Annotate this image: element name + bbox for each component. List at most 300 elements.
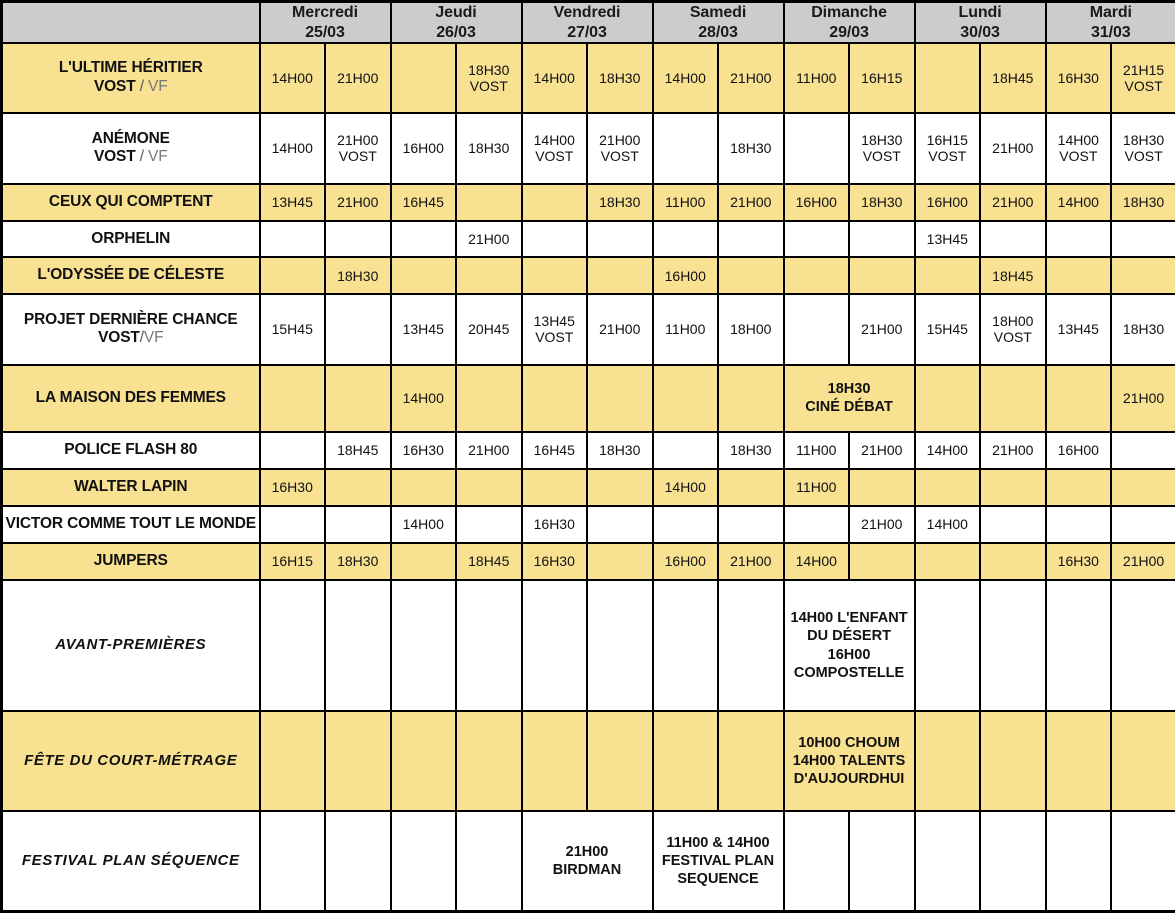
showtime-label: 13H45 bbox=[1057, 321, 1099, 338]
showtime-cell[interactable] bbox=[784, 43, 850, 113]
empty-slot-cell bbox=[325, 469, 391, 506]
showtime-label: 11H00 bbox=[796, 442, 837, 459]
empty-slot-cell bbox=[1111, 221, 1175, 258]
showtime-label: 18H30 bbox=[599, 69, 641, 86]
showtime-cell[interactable] bbox=[784, 184, 850, 221]
film-title-label: FÊTE DU COURT-MÉTRAGE bbox=[24, 752, 238, 769]
showtime-cell[interactable] bbox=[456, 294, 522, 364]
empty-slot-cell bbox=[522, 580, 588, 712]
empty-slot-cell bbox=[260, 811, 326, 912]
showtime-label: 21H00 bbox=[730, 193, 772, 210]
showtime-label: 14H00 bbox=[1057, 131, 1099, 148]
showtime-cell[interactable] bbox=[653, 543, 719, 580]
showtime-cell[interactable] bbox=[849, 506, 915, 543]
empty-slot-cell bbox=[784, 113, 850, 183]
special-event-line: 11H00 & 14H00 bbox=[666, 834, 770, 851]
showtime-cell[interactable] bbox=[456, 113, 522, 183]
showtime-cell[interactable] bbox=[391, 184, 457, 221]
film-title-cell-avant-premieres[interactable] bbox=[2, 580, 260, 712]
showtime-label: 18H30 bbox=[468, 140, 510, 157]
empty-slot-cell bbox=[653, 221, 719, 258]
showtime-cell[interactable] bbox=[522, 506, 588, 543]
film-title-cell-l-ultime-heritier[interactable] bbox=[2, 43, 260, 113]
showtime-cell[interactable] bbox=[653, 184, 719, 221]
empty-slot-cell bbox=[1046, 257, 1112, 294]
empty-slot-cell bbox=[522, 365, 588, 433]
showtime-label: 18H00 bbox=[992, 312, 1034, 329]
version-separator: / bbox=[135, 148, 149, 166]
schedule-row bbox=[2, 184, 1175, 221]
showtime-cell[interactable] bbox=[653, 43, 719, 113]
empty-slot-cell bbox=[391, 580, 457, 712]
special-event-cell[interactable] bbox=[784, 711, 915, 811]
showtime-label: 16H00 bbox=[664, 267, 706, 284]
empty-slot-cell bbox=[587, 580, 653, 712]
empty-slot-cell bbox=[522, 221, 588, 258]
empty-slot-cell bbox=[653, 506, 719, 543]
showtime-label: 21H00 bbox=[730, 553, 772, 570]
showtime-cell[interactable] bbox=[653, 294, 719, 364]
showtime-cell[interactable] bbox=[980, 184, 1046, 221]
showtime-label: 21H00 bbox=[861, 516, 903, 533]
version-vost: VOST bbox=[93, 148, 136, 166]
empty-slot-cell bbox=[718, 711, 784, 811]
showtime-cell[interactable] bbox=[1046, 184, 1112, 221]
version-vf: VF bbox=[143, 329, 164, 347]
showtime-label: 11H00 bbox=[665, 193, 706, 210]
showtime-label: 21H00 bbox=[337, 131, 379, 148]
showtime-label: 16H15 bbox=[271, 553, 313, 570]
showtime-label: 18H00 bbox=[730, 321, 772, 338]
showtime-cell[interactable] bbox=[325, 432, 391, 469]
showtime-label: 14H00 bbox=[926, 516, 968, 533]
film-title-cell-festival-plan-sequence[interactable] bbox=[2, 811, 260, 912]
special-event-line: D'AUJOURDHUI bbox=[793, 771, 905, 788]
showtime-label: 21H00 bbox=[599, 131, 641, 148]
empty-slot-cell bbox=[718, 221, 784, 258]
showtime-cell[interactable] bbox=[849, 432, 915, 469]
showtime-cell[interactable] bbox=[1111, 113, 1175, 183]
film-title-cell-ceux-qui-comptent[interactable] bbox=[2, 184, 260, 221]
showtime-cell[interactable] bbox=[391, 365, 457, 433]
showtime-label: 15H45 bbox=[271, 321, 313, 338]
special-event-line: DU DÉSERT bbox=[807, 628, 891, 645]
showtime-cell[interactable] bbox=[980, 43, 1046, 113]
showtime-cell[interactable] bbox=[1111, 543, 1175, 580]
showtime-cell[interactable] bbox=[849, 113, 915, 183]
showtime-cell[interactable] bbox=[522, 294, 588, 364]
empty-slot-cell bbox=[325, 580, 391, 712]
showtime-cell[interactable] bbox=[849, 184, 915, 221]
showtime-label: 16H00 bbox=[664, 553, 706, 570]
empty-slot-cell bbox=[1111, 580, 1175, 712]
showtime-version-label: VOST bbox=[600, 148, 639, 165]
showtime-label: 18H30 bbox=[468, 61, 510, 78]
empty-slot-cell bbox=[522, 469, 588, 506]
showtime-label: 14H00 bbox=[271, 69, 313, 86]
empty-slot-cell bbox=[915, 43, 981, 113]
showtime-cell[interactable] bbox=[980, 294, 1046, 364]
day-header-mercredi bbox=[260, 2, 391, 44]
showtime-cell[interactable] bbox=[260, 113, 326, 183]
showtime-label: 16H45 bbox=[402, 193, 444, 210]
showtime-label: 21H00 bbox=[992, 193, 1034, 210]
day-header-name: Mardi bbox=[1089, 4, 1132, 21]
showtime-cell[interactable] bbox=[980, 113, 1046, 183]
empty-slot-cell bbox=[1111, 469, 1175, 506]
special-event-line: FESTIVAL PLAN bbox=[661, 852, 775, 869]
showtime-cell[interactable] bbox=[391, 294, 457, 364]
day-header-date: 29/03 bbox=[829, 23, 869, 41]
empty-slot-cell bbox=[391, 711, 457, 811]
empty-slot-cell bbox=[391, 543, 457, 580]
showtime-cell[interactable] bbox=[1111, 294, 1175, 364]
showtime-label: 16H00 bbox=[1057, 442, 1099, 459]
showtime-label: 14H00 bbox=[402, 516, 444, 533]
showtime-cell[interactable] bbox=[1046, 543, 1112, 580]
film-title-cell-jumpers[interactable] bbox=[2, 543, 260, 580]
empty-slot-cell bbox=[784, 506, 850, 543]
film-title-cell-projet-derniere-chance[interactable] bbox=[2, 294, 260, 364]
empty-slot-cell bbox=[718, 365, 784, 433]
day-header-date: 31/03 bbox=[1091, 23, 1131, 41]
showtime-label: 18H30 bbox=[1122, 131, 1165, 148]
film-title-label: AVANT-PREMIÈRES bbox=[55, 636, 207, 654]
special-event-line: 10H00 CHOUM bbox=[798, 734, 900, 751]
version-vost: VOST bbox=[93, 78, 136, 96]
showtime-cell[interactable] bbox=[456, 43, 522, 113]
day-header-date: 26/03 bbox=[436, 23, 476, 41]
empty-slot-cell bbox=[260, 711, 326, 811]
showtime-cell[interactable] bbox=[915, 113, 981, 183]
film-title-cell-police-flash-80[interactable] bbox=[2, 432, 260, 469]
empty-slot-cell bbox=[587, 711, 653, 811]
showtime-version-label: VOST bbox=[469, 78, 508, 95]
showtime-label: 18H30 bbox=[1122, 321, 1165, 338]
showtime-cell[interactable] bbox=[784, 432, 850, 469]
showtime-cell[interactable] bbox=[522, 113, 588, 183]
showtime-cell[interactable] bbox=[391, 432, 457, 469]
film-title-cell-la-maison-des-femmes[interactable] bbox=[2, 365, 260, 433]
empty-slot-cell bbox=[1046, 221, 1112, 258]
showtime-cell[interactable] bbox=[980, 257, 1046, 294]
special-event-line: 21H00 bbox=[565, 843, 609, 860]
showtime-cell[interactable] bbox=[325, 43, 391, 113]
showtime-cell[interactable] bbox=[1111, 365, 1175, 433]
showtime-cell[interactable] bbox=[849, 43, 915, 113]
empty-slot-cell bbox=[718, 469, 784, 506]
empty-slot-cell bbox=[456, 184, 522, 221]
empty-slot-cell bbox=[915, 365, 981, 433]
film-title-label: WALTER LAPIN bbox=[74, 478, 188, 496]
day-header-name: Lundi bbox=[958, 4, 1002, 21]
showtime-version-label: VOST bbox=[928, 148, 967, 165]
version-vf: VF bbox=[148, 148, 168, 166]
showtime-label: 13H45 bbox=[402, 321, 444, 338]
day-header-name: Samedi bbox=[689, 4, 747, 21]
showtime-cell[interactable] bbox=[260, 469, 326, 506]
film-title-cell-victor-comme-tout-le-monde[interactable] bbox=[2, 506, 260, 543]
showtime-label: 14H00 bbox=[533, 131, 575, 148]
showtime-label: 18H30 bbox=[1122, 193, 1165, 210]
showtime-cell[interactable] bbox=[915, 432, 981, 469]
showtime-cell[interactable] bbox=[849, 294, 915, 364]
empty-slot-cell bbox=[456, 711, 522, 811]
empty-slot-cell bbox=[325, 221, 391, 258]
empty-slot-cell bbox=[587, 543, 653, 580]
empty-slot-cell bbox=[325, 811, 391, 912]
showtime-cell[interactable] bbox=[1111, 43, 1175, 113]
schedule-row bbox=[2, 580, 1175, 712]
showtime-cell[interactable] bbox=[1111, 184, 1175, 221]
showtime-label: 21H00 bbox=[468, 230, 510, 247]
film-version-label bbox=[3, 329, 259, 348]
showtime-cell[interactable] bbox=[915, 506, 981, 543]
showtime-label: 16H30 bbox=[271, 479, 313, 496]
showtime-label: 18H30 bbox=[861, 131, 903, 148]
day-header-name: Mercredi bbox=[292, 4, 358, 21]
empty-slot-cell bbox=[1111, 711, 1175, 811]
empty-slot-cell bbox=[653, 432, 719, 469]
empty-slot-cell bbox=[980, 469, 1046, 506]
showtime-cell[interactable] bbox=[718, 432, 784, 469]
showtime-cell[interactable] bbox=[915, 294, 981, 364]
schedule-row bbox=[2, 294, 1175, 364]
showtime-cell[interactable] bbox=[1046, 432, 1112, 469]
showtime-label: 21H00 bbox=[861, 442, 903, 459]
showtime-cell[interactable] bbox=[260, 294, 326, 364]
schedule-row bbox=[2, 432, 1175, 469]
empty-slot-cell bbox=[260, 221, 326, 258]
showtime-cell[interactable] bbox=[587, 184, 653, 221]
schedule-row bbox=[2, 711, 1175, 811]
version-vf: VF bbox=[148, 78, 168, 96]
showtime-label: 13H45 bbox=[533, 312, 575, 329]
special-event-line: 18H30 bbox=[827, 381, 871, 398]
showtime-cell[interactable] bbox=[1046, 113, 1112, 183]
empty-slot-cell bbox=[784, 294, 850, 364]
empty-slot-cell bbox=[260, 506, 326, 543]
day-header-name: Dimanche bbox=[811, 4, 887, 21]
showtime-label: 20H45 bbox=[468, 321, 510, 338]
special-event-cell[interactable] bbox=[653, 811, 784, 912]
showtime-cell[interactable] bbox=[718, 543, 784, 580]
special-event-cell[interactable] bbox=[784, 365, 915, 433]
schedule-row bbox=[2, 113, 1175, 183]
showtime-cell[interactable] bbox=[587, 43, 653, 113]
showtime-cell[interactable] bbox=[915, 221, 981, 258]
empty-slot-cell bbox=[980, 365, 1046, 433]
showtime-cell[interactable] bbox=[325, 113, 391, 183]
showtime-label: 21H00 bbox=[468, 442, 510, 459]
showtime-cell[interactable] bbox=[325, 184, 391, 221]
showtime-label: 21H00 bbox=[730, 69, 772, 86]
day-header-name: Vendredi bbox=[553, 4, 621, 21]
empty-slot-cell bbox=[391, 469, 457, 506]
showtime-cell[interactable] bbox=[587, 113, 653, 183]
special-event-line: 14H00 L'ENFANT bbox=[790, 610, 908, 627]
showtime-cell[interactable] bbox=[587, 432, 653, 469]
schedule-row bbox=[2, 257, 1175, 294]
empty-slot-cell bbox=[260, 365, 326, 433]
empty-slot-cell bbox=[915, 543, 981, 580]
empty-slot-cell bbox=[522, 257, 588, 294]
showtime-cell[interactable] bbox=[653, 257, 719, 294]
showtime-label: 14H00 bbox=[533, 69, 575, 86]
day-header-vendredi bbox=[522, 2, 653, 44]
schedule-row bbox=[2, 543, 1175, 580]
empty-slot-cell bbox=[260, 432, 326, 469]
showtime-version-label: VOST bbox=[993, 329, 1032, 346]
day-header-date: 28/03 bbox=[698, 23, 738, 41]
special-event-cell[interactable] bbox=[522, 811, 653, 912]
empty-slot-cell bbox=[456, 365, 522, 433]
version-separator: / bbox=[135, 78, 149, 96]
showtime-cell[interactable] bbox=[522, 543, 588, 580]
showtime-label: 16H30 bbox=[1057, 553, 1099, 570]
showtime-label: 14H00 bbox=[402, 390, 444, 407]
schedule-row bbox=[2, 43, 1175, 113]
film-title-cell-fete-du-court-metrage[interactable] bbox=[2, 711, 260, 811]
empty-slot-cell bbox=[980, 543, 1046, 580]
showtime-label: 18H45 bbox=[468, 553, 510, 570]
showtime-cell[interactable] bbox=[522, 432, 588, 469]
film-title-label: ANÉMONE bbox=[91, 129, 170, 147]
showtime-version-label: VOST bbox=[1059, 148, 1098, 165]
showtime-cell[interactable] bbox=[456, 221, 522, 258]
empty-slot-cell bbox=[587, 469, 653, 506]
day-header-date: 27/03 bbox=[567, 23, 607, 41]
showtime-cell[interactable] bbox=[456, 432, 522, 469]
showtime-label: 21H00 bbox=[861, 321, 903, 338]
showtime-cell[interactable] bbox=[587, 294, 653, 364]
showtime-cell[interactable] bbox=[391, 113, 457, 183]
day-header-lundi bbox=[915, 2, 1046, 44]
special-event-line: SEQUENCE bbox=[677, 871, 759, 888]
showtime-label: 21H15 bbox=[1122, 61, 1165, 78]
film-title-label: FESTIVAL PLAN SÉQUENCE bbox=[21, 851, 240, 869]
showtime-label: 16H00 bbox=[795, 193, 837, 210]
empty-slot-cell bbox=[325, 711, 391, 811]
film-title-cell-anemone[interactable] bbox=[2, 113, 260, 183]
showtime-cell[interactable] bbox=[718, 184, 784, 221]
showtime-version-label: VOST bbox=[1124, 78, 1163, 95]
film-title-cell-walter-lapin[interactable] bbox=[2, 469, 260, 506]
empty-slot-cell bbox=[325, 294, 391, 364]
showtime-cell[interactable] bbox=[522, 43, 588, 113]
empty-slot-cell bbox=[1046, 506, 1112, 543]
showtime-cell[interactable] bbox=[1046, 43, 1112, 113]
showtime-cell[interactable] bbox=[980, 432, 1046, 469]
showtime-label: 14H00 bbox=[271, 140, 313, 157]
film-title-label: PROJET DERNIÈRE CHANCE bbox=[23, 310, 238, 328]
empty-slot-cell bbox=[980, 506, 1046, 543]
empty-slot-cell bbox=[915, 580, 981, 712]
schedule-row bbox=[2, 365, 1175, 433]
empty-slot-cell bbox=[980, 811, 1046, 912]
showtime-cell[interactable] bbox=[1046, 294, 1112, 364]
showtime-label: 18H30 bbox=[337, 553, 379, 570]
showtime-label: 14H00 bbox=[1057, 193, 1099, 210]
empty-slot-cell bbox=[915, 257, 981, 294]
showtime-cell[interactable] bbox=[260, 543, 326, 580]
showtime-cell[interactable] bbox=[391, 506, 457, 543]
film-title-cell-l-odyssee-de-celeste[interactable] bbox=[2, 257, 260, 294]
header-corner-cell bbox=[2, 2, 260, 44]
empty-slot-cell bbox=[391, 811, 457, 912]
empty-slot-cell bbox=[718, 580, 784, 712]
showtime-cell[interactable] bbox=[718, 113, 784, 183]
special-event-line: 16H00 bbox=[827, 646, 871, 663]
schedule-row bbox=[2, 469, 1175, 506]
empty-slot-cell bbox=[587, 257, 653, 294]
showtime-cell[interactable] bbox=[456, 543, 522, 580]
showtime-version-label: VOST bbox=[862, 148, 901, 165]
showtime-cell[interactable] bbox=[718, 43, 784, 113]
empty-slot-cell bbox=[1046, 711, 1112, 811]
schedule-header bbox=[2, 2, 1175, 44]
film-title-label: VICTOR COMME TOUT LE MONDE bbox=[5, 515, 256, 532]
showtime-label: 14H00 bbox=[795, 553, 837, 570]
showtime-label: 16H15 bbox=[926, 131, 968, 148]
empty-slot-cell bbox=[653, 580, 719, 712]
empty-slot-cell bbox=[522, 184, 588, 221]
showtime-label: 16H00 bbox=[402, 140, 444, 157]
empty-slot-cell bbox=[1111, 811, 1175, 912]
special-event-line: BIRDMAN bbox=[552, 861, 622, 878]
empty-slot-cell bbox=[456, 469, 522, 506]
film-title-cell-orphelin[interactable] bbox=[2, 221, 260, 258]
showtime-version-label: VOST bbox=[338, 148, 377, 165]
showtime-cell[interactable] bbox=[784, 469, 850, 506]
showtime-label: 16H30 bbox=[533, 553, 575, 570]
showtime-cell[interactable] bbox=[325, 257, 391, 294]
showtime-label: 18H45 bbox=[992, 69, 1034, 86]
empty-slot-cell bbox=[1111, 432, 1175, 469]
showtime-label: 21H00 bbox=[1122, 553, 1165, 570]
empty-slot-cell bbox=[849, 221, 915, 258]
empty-slot-cell bbox=[915, 469, 981, 506]
special-event-line: 14H00 TALENTS bbox=[792, 753, 906, 770]
empty-slot-cell bbox=[456, 580, 522, 712]
showtime-cell[interactable] bbox=[718, 294, 784, 364]
showtime-label: 16H30 bbox=[1057, 69, 1099, 86]
special-event-cell[interactable] bbox=[784, 580, 915, 712]
showtime-cell[interactable] bbox=[325, 543, 391, 580]
showtime-label: 11H00 bbox=[665, 321, 706, 338]
showtime-cell[interactable] bbox=[784, 543, 850, 580]
showtime-label: 15H45 bbox=[926, 321, 968, 338]
empty-slot-cell bbox=[456, 811, 522, 912]
showtime-label: 16H45 bbox=[533, 442, 575, 459]
showtime-cell[interactable] bbox=[653, 469, 719, 506]
empty-slot-cell bbox=[849, 811, 915, 912]
showtime-label: 11H00 bbox=[796, 69, 837, 86]
version-vost: VOST bbox=[98, 329, 140, 347]
showtime-version-label: VOST bbox=[535, 329, 574, 346]
empty-slot-cell bbox=[1046, 811, 1112, 912]
empty-slot-cell bbox=[587, 365, 653, 433]
showtime-label: 14H00 bbox=[926, 442, 968, 459]
day-header-name: Jeudi bbox=[435, 4, 477, 21]
special-event-line: COMPOSTELLE bbox=[793, 664, 905, 681]
showtime-cell[interactable] bbox=[260, 184, 326, 221]
empty-slot-cell bbox=[1046, 365, 1112, 433]
showtime-cell[interactable] bbox=[915, 184, 981, 221]
empty-slot-cell bbox=[587, 221, 653, 258]
showtime-cell[interactable] bbox=[260, 43, 326, 113]
day-header-jeudi bbox=[391, 2, 522, 44]
